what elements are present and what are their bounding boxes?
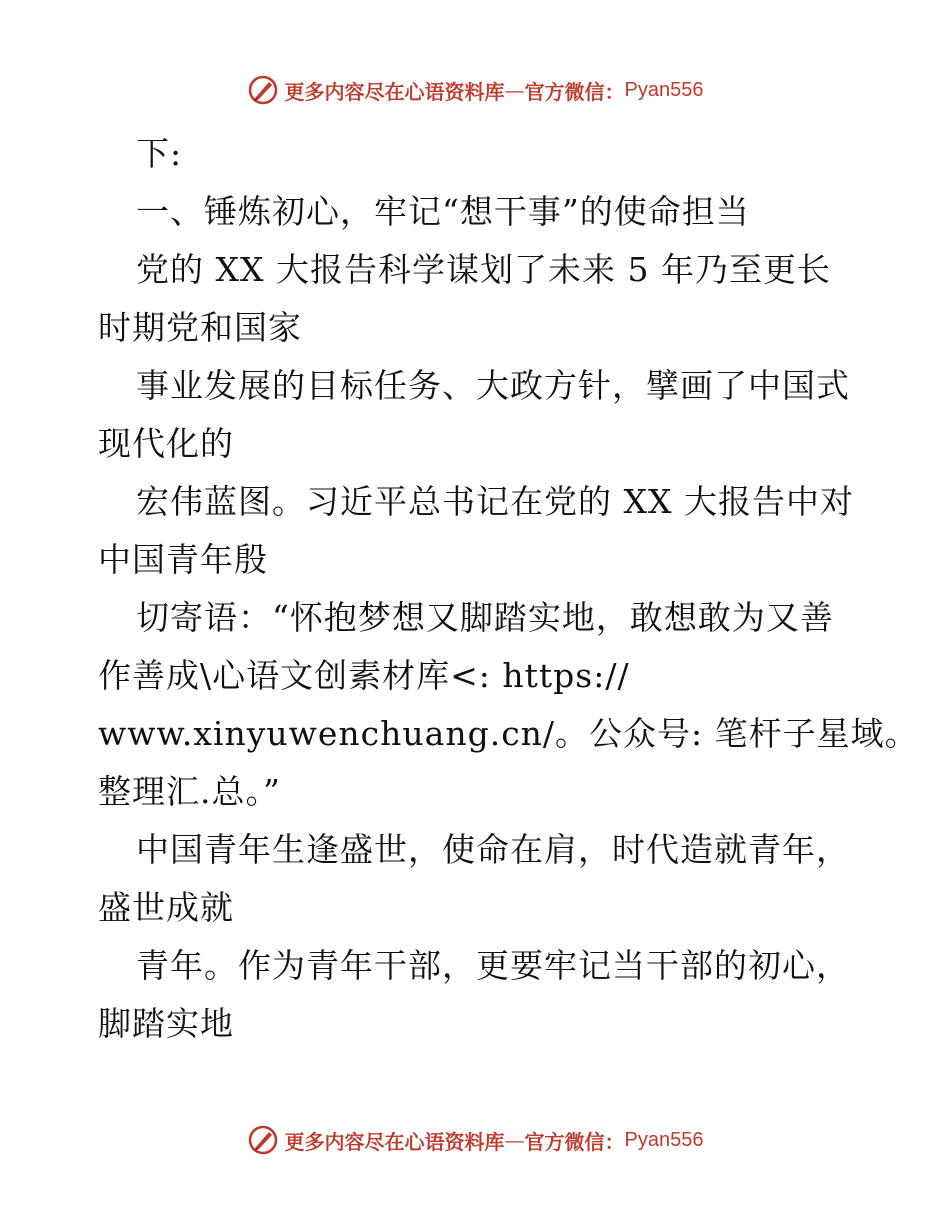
body-line: 切寄语：“怀抱梦想又脚踏实地，敢想敢为又善 (136, 598, 834, 637)
body-line: 现代化的 (98, 424, 234, 463)
body-line: 青年。作为青年干部，更要牢记当干部的初心， (136, 946, 850, 985)
body-line: 作善成\心语文创素材库<: https:// (98, 656, 630, 695)
quill-pen-logo-icon (247, 74, 279, 106)
header-banner (0, 70, 950, 110)
body-line: 中国青年殷 (98, 540, 268, 579)
body-line: 中国青年生逢盛世，使命在肩，时代造就青年， (136, 830, 850, 869)
body-line: 党的 XX 大报告科学谋划了未来 5 年乃至更长 (136, 250, 831, 289)
banner-text: 更多内容尽在心语资料库 (284, 1129, 505, 1154)
body-line: 时期党和国家 (98, 308, 302, 347)
body-line: 宏伟蓝图。习近平总书记在党的 XX 大报告中对 (136, 482, 854, 521)
banner-wechat-id: Pyan556 (624, 1128, 704, 1151)
banner-wechat-label: 官方微信： (524, 1129, 625, 1154)
banner-separator: — (504, 78, 525, 102)
banner-separator: — (504, 1128, 525, 1152)
quill-pen-logo-icon (247, 1124, 279, 1156)
body-line: 脚踏实地 (98, 1004, 234, 1043)
body-line: 事业发展的目标任务、大政方针，擘画了中国式 (136, 366, 850, 405)
body-line: www.xinyuwenchuang.cn/。公众号: 笔杆子星域。 (98, 714, 919, 753)
banner-text: 更多内容尽在心语资料库 (284, 79, 505, 104)
banner-wechat-id: Pyan556 (624, 78, 704, 101)
body-line: 整理汇.总。” (98, 772, 281, 811)
document-body (98, 125, 919, 1053)
body-line: 盛世成就 (98, 888, 234, 927)
body-line: 下: (136, 134, 183, 173)
banner-wechat-label: 官方微信： (524, 79, 625, 104)
footer-banner (0, 1120, 950, 1160)
section-heading: 一、锤炼初心，牢记“想干事”的使命担当 (136, 192, 750, 231)
